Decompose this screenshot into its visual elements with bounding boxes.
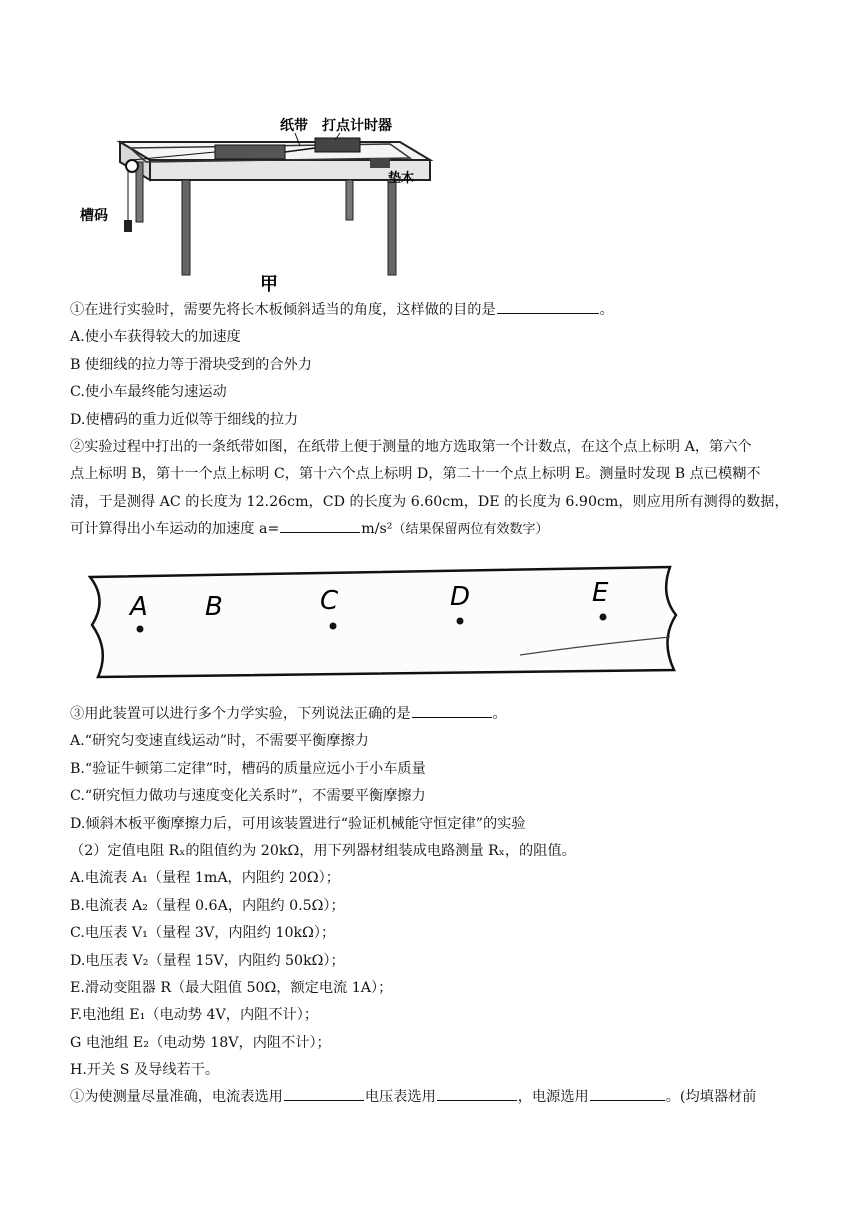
tape-dot-c	[330, 623, 337, 630]
part1b-text	[70, 701, 796, 1112]
q3-option-a: A.“研究匀变速直线运动”时，不需要平衡摩擦力	[70, 733, 369, 750]
tape-label-b: B	[205, 592, 223, 622]
tape-label-a: A	[130, 592, 148, 622]
answer-blank[interactable]	[412, 703, 492, 718]
q2-line-3: 清，于是测得 AC 的长度为 12.26cm，CD 的长度为 6.60cm，DE 的长度为 6.90cm，则应用所有测得的数据，	[70, 493, 789, 510]
equipment-e: E.滑动变阻器 R（最大阻值 50Ω，额定电流 1A）；	[70, 979, 393, 996]
label-weight: 槽码	[80, 208, 108, 224]
label-paper-tape: 纸带	[280, 118, 308, 134]
q1-stem: ①在进行实验时，需要先将长木板倾斜适当的角度，这样做的目的是 。	[70, 297, 796, 324]
tape-label-d: D	[450, 582, 471, 612]
q3-option-d: D.倾斜木板平衡摩擦力后，可用该装置进行“验证机械能守恒定律”的实验	[70, 815, 526, 832]
q1-option-b: B 使细线的拉力等于滑块受到的合外力	[70, 356, 312, 373]
paper-tape-figure	[70, 555, 706, 691]
voltmeter-blank[interactable]	[437, 1086, 517, 1101]
q2-line-2: 点上标明 B，第十一个点上标明 C，第十六个点上标明 D，第二十一个点上标明 E。测量时发现 B 点已模糊不	[70, 466, 761, 483]
q3-option-b: B.“验证牛顿第二定律”时，槽码的质量应远小于小车质量	[70, 760, 426, 777]
label-timer: 打点计时器	[322, 118, 392, 134]
q3-stem: ③用此装置可以进行多个力学实验，下列说法正确的是 。	[70, 701, 796, 728]
q2-line-4: 可计算得出小车运动的加速度 a= m/s²（结果保留两位有效数字）	[70, 516, 796, 543]
equipment-b: B.电流表 A₂（量程 0.6A，内阻约 0.5Ω）；	[70, 897, 345, 914]
q3-option-c: C.“研究恒力做功与速度变化关系时”，不需要平衡摩擦力	[70, 788, 426, 805]
apparatus-figure	[70, 100, 450, 300]
tape-dot-a	[137, 626, 144, 633]
part2-intro: （2）定值电阻 Rₓ的阻值约为 20kΩ，用下列器材组装成电路测量 Rₓ，的阻值。	[70, 842, 576, 859]
part2-q1: ①为使测量尽量准确，电流表选用 电压表选用 ，电源选用 。(均填器材前	[70, 1084, 796, 1111]
equipment-a: A.电流表 A₁（量程 1mA，内阻约 20Ω）；	[70, 870, 340, 887]
equipment-c: C.电压表 V₁（量程 3V，内阻约 10kΩ）；	[70, 925, 336, 942]
tape-dot-e	[600, 614, 607, 621]
figure-caption: 甲	[260, 274, 278, 295]
tape-dot-d	[457, 618, 464, 625]
part1-text	[70, 297, 796, 544]
tape-label-c: C	[320, 586, 339, 616]
label-block: 垫木	[388, 171, 415, 186]
equipment-d: D.电压表 V₂（量程 15V，内阻约 50kΩ）；	[70, 952, 345, 969]
equipment-f: F.电池组 E₁（电动势 4V，内阻不计）；	[70, 1007, 319, 1024]
answer-blank[interactable]	[497, 299, 599, 314]
tape-label-e: E	[592, 578, 609, 608]
equipment-h: H.开关 S 及导线若干。	[70, 1062, 220, 1079]
power-source-blank[interactable]	[590, 1086, 665, 1101]
q2-line-1: ②实验过程中打出的一条纸带如图，在纸带上便于测量的地方选取第一个计数点，在这个点上标明 A，第六个	[70, 438, 752, 455]
q1-option-d: D.使槽码的重力近似等于细线的拉力	[70, 411, 299, 428]
equipment-g: G 电池组 E₂（电动势 18V，内阻不计）；	[70, 1034, 331, 1051]
q1-option-c: C.使小车最终能匀速运动	[70, 384, 227, 401]
acceleration-blank[interactable]	[280, 518, 360, 533]
q1-option-a: A.使小车获得较大的加速度	[70, 329, 241, 346]
ammeter-blank[interactable]	[284, 1086, 364, 1101]
